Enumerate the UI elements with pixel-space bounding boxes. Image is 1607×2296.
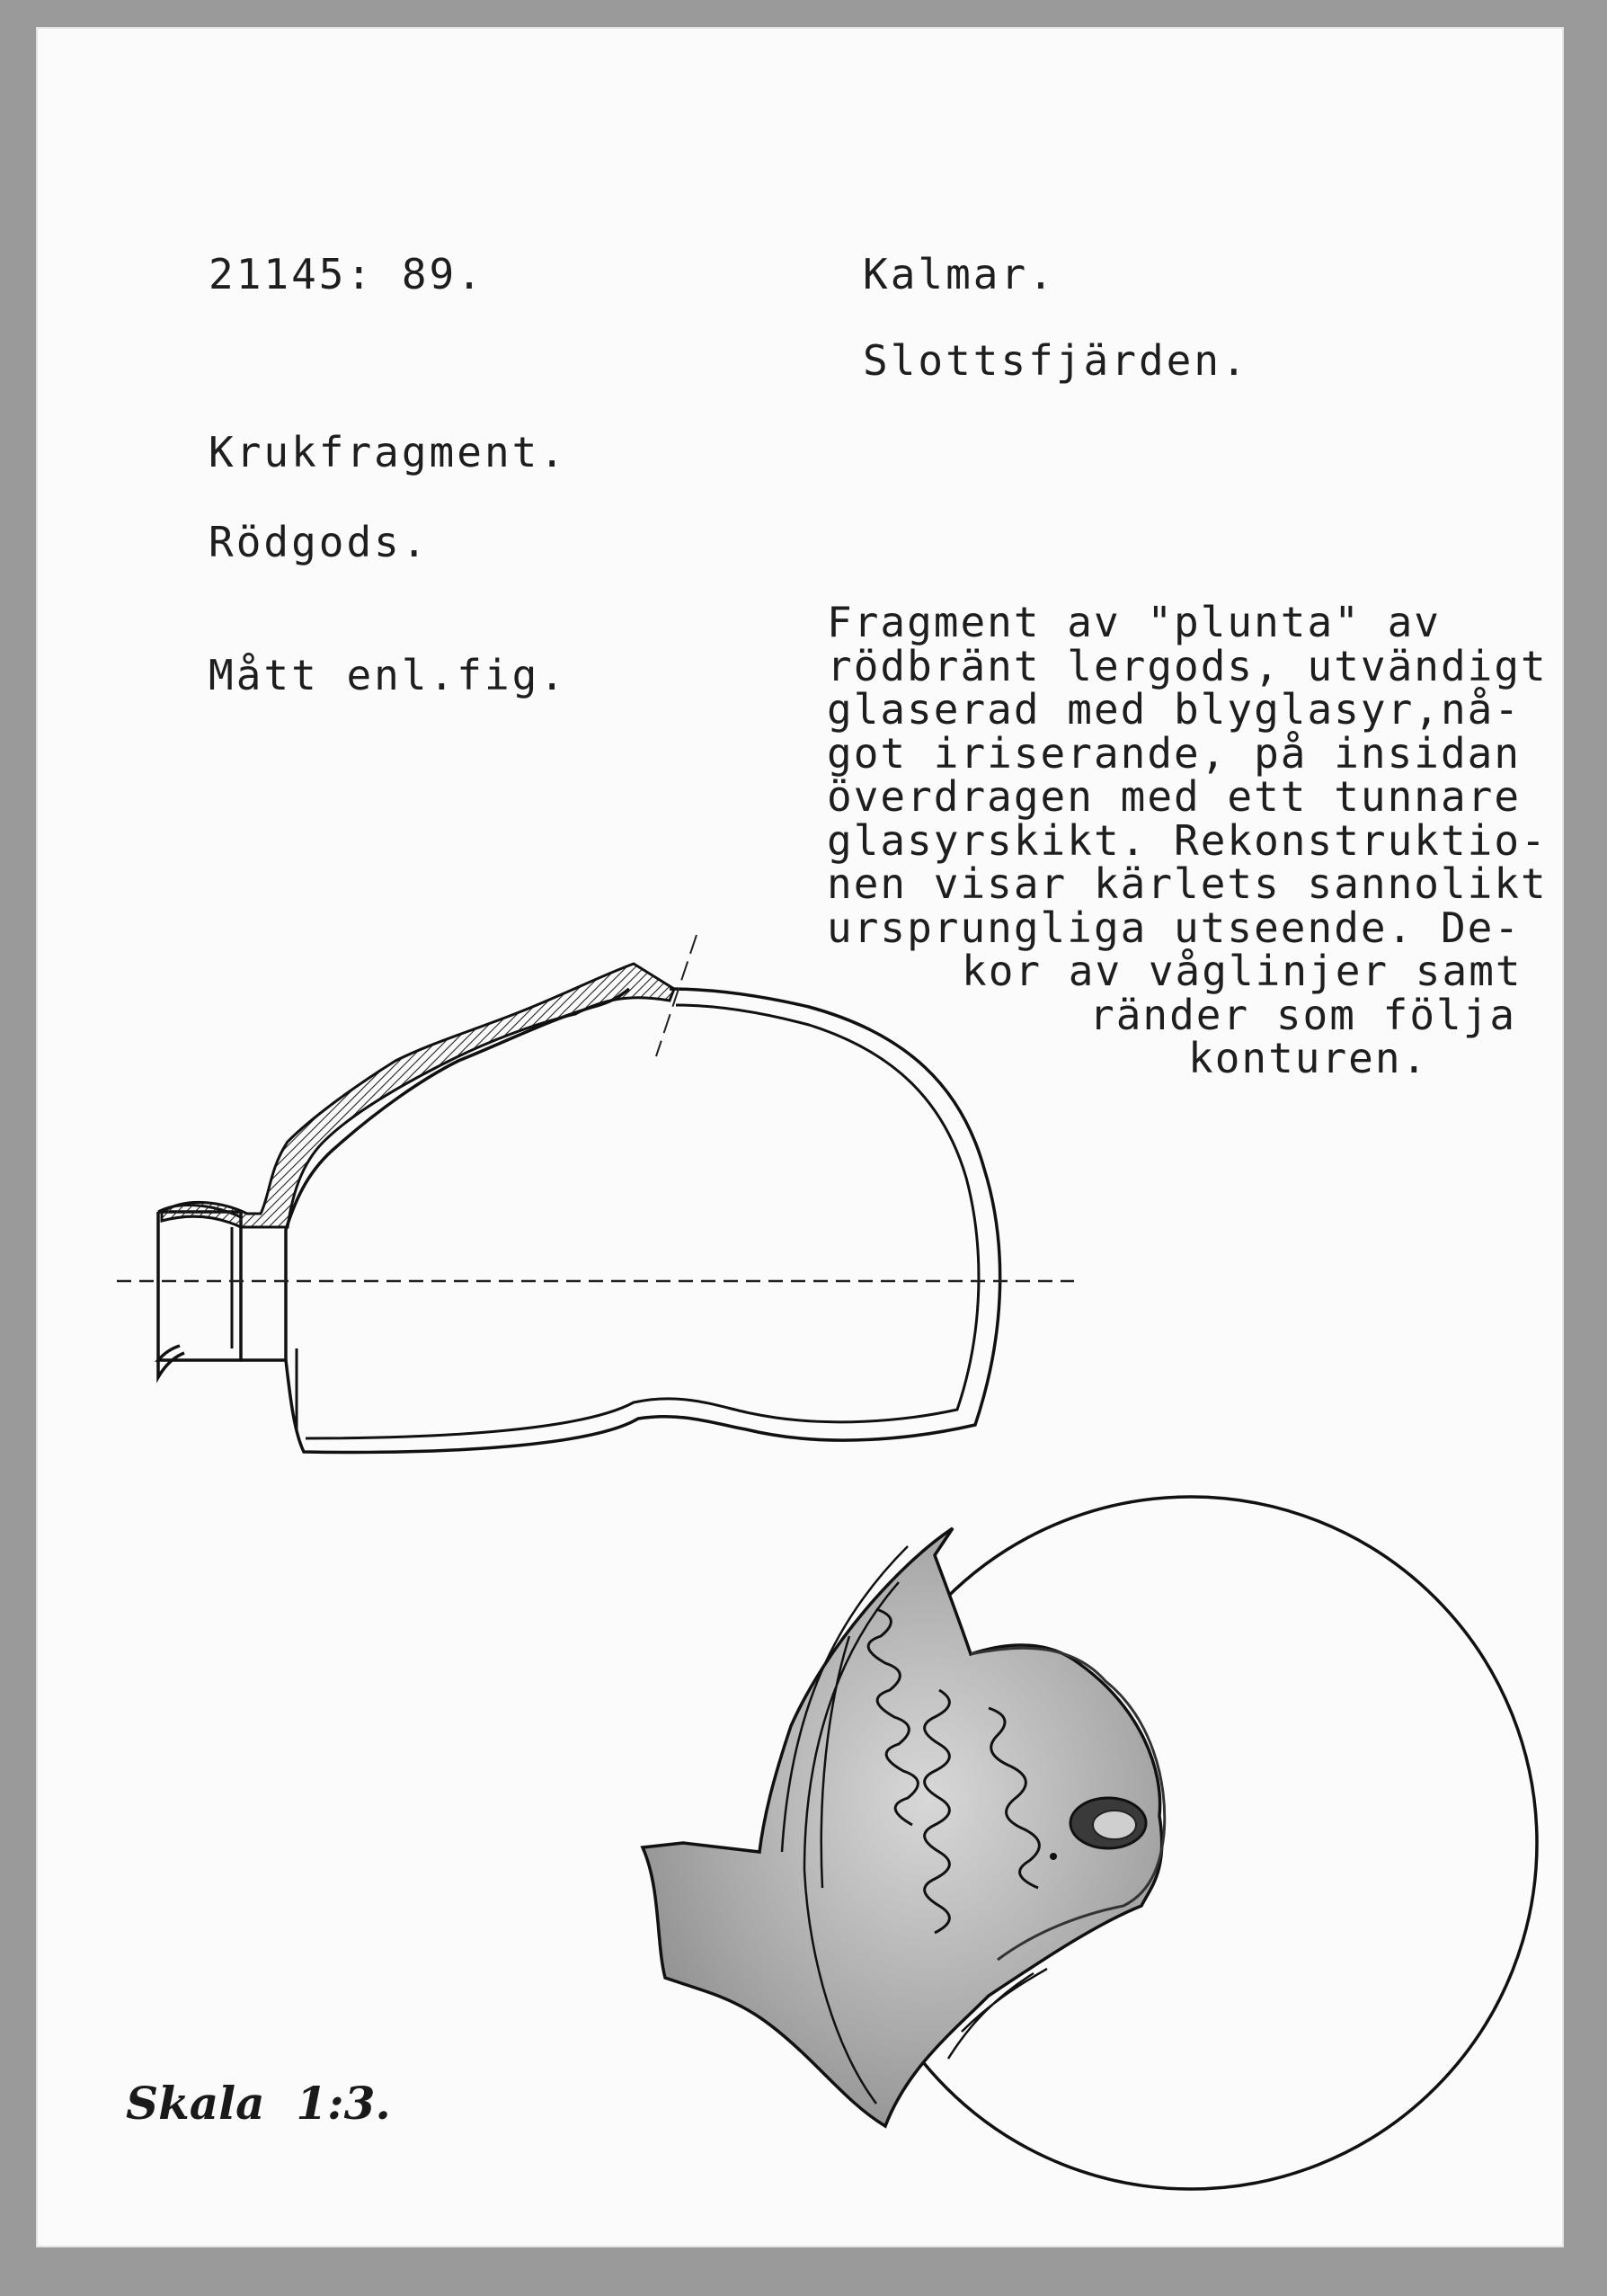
description-line: got iriserande, på insidan (827, 728, 1522, 778)
description-line: glasyrskikt. Rekonstruktio- (827, 815, 1548, 865)
description-line: glaserad med blyglasyr,nå- (827, 685, 1522, 734)
object-type-label: Krukfragment. (209, 428, 568, 476)
description-line: rödbränt lergods, utvändigt (827, 641, 1548, 690)
description-line: kor av våglinjer samt (962, 947, 1523, 995)
catalog-number: 21145: 89. (209, 250, 484, 298)
description-line: nen visar kärlets sannolikt (827, 859, 1548, 908)
description-line: överdragen med ett tunnare (827, 772, 1522, 821)
place-label: Kalmar. (863, 250, 1056, 298)
description-line: Fragment av "plunta" av (827, 598, 1441, 646)
material-label: Rödgods. (209, 518, 430, 566)
site-label: Slottsfjärden. (863, 336, 1249, 385)
hatched-fragment-section (162, 964, 674, 1227)
scale-note: Skala 1:3. (126, 2077, 391, 2130)
vessel-reconstruction-drawing (643, 1497, 1537, 2189)
description-line: ursprungliga utseende. De- (827, 903, 1522, 952)
dimensions-label: Mått enl.fig. (209, 651, 568, 699)
description-line: ränder som följa (1089, 990, 1517, 1039)
description-line: konturen. (1188, 1034, 1429, 1082)
